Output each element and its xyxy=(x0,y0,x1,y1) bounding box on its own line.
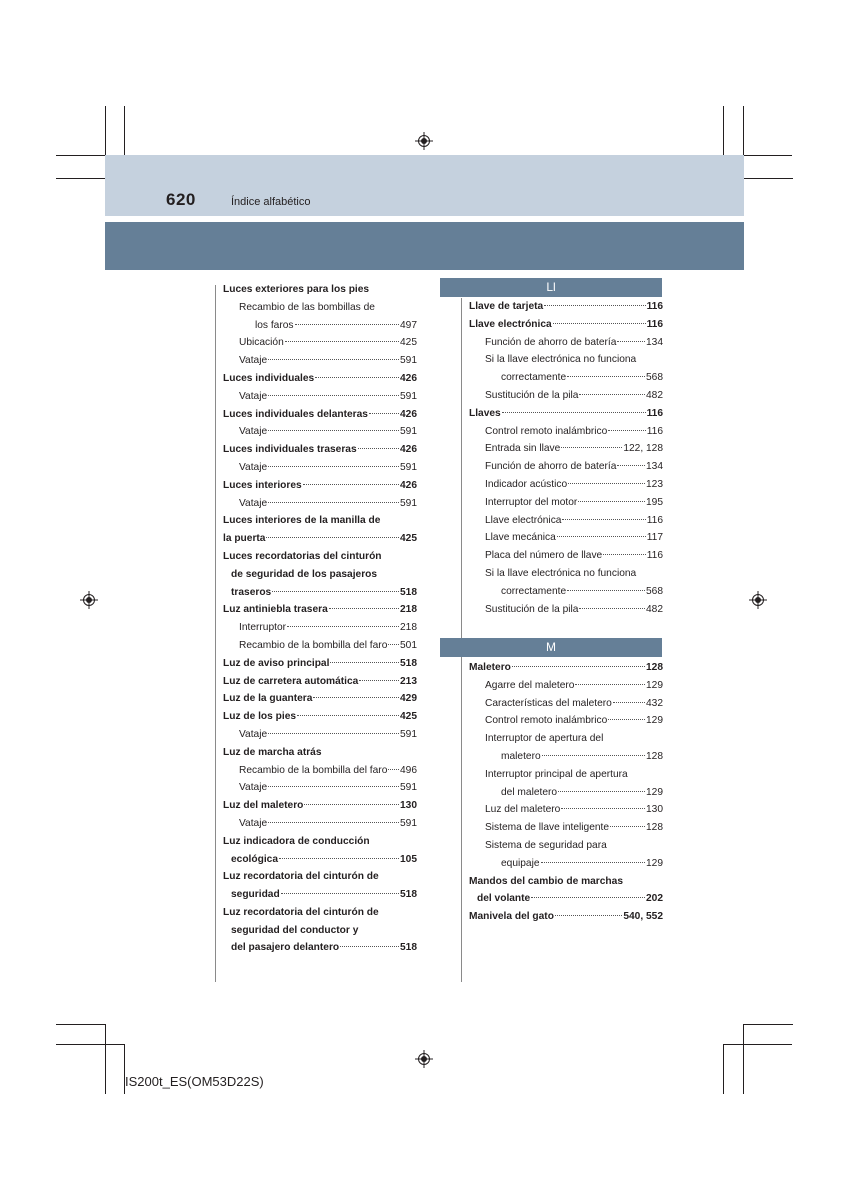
dot-leader xyxy=(617,341,645,342)
entry-page-number: 591 xyxy=(400,390,417,402)
entry-text: Si la llave electrónica no funciona xyxy=(485,567,637,579)
dot-leader xyxy=(297,715,399,716)
dot-leader xyxy=(608,430,645,431)
index-entry xyxy=(223,423,417,441)
entry-text: Luz antiniebla trasera xyxy=(223,604,328,616)
index-entry xyxy=(469,298,663,316)
dot-leader xyxy=(553,323,646,324)
entry-text: Control remoto inalámbrico xyxy=(485,715,608,727)
index-entry xyxy=(469,476,663,494)
entry-text: del volante xyxy=(477,893,531,905)
index-entry xyxy=(469,512,663,530)
index-entry xyxy=(223,851,417,869)
entry-page-number: 540, 552 xyxy=(623,911,663,923)
entry-page-number: 482 xyxy=(646,389,663,401)
entry-page-number: 591 xyxy=(400,355,417,367)
entry-text: Si la llave electrónica no funciona xyxy=(485,354,637,366)
dot-leader xyxy=(567,590,645,591)
index-entry xyxy=(223,637,417,655)
crop-mark xyxy=(723,1044,724,1094)
entry-page-number: 591 xyxy=(400,817,417,829)
entry-text: ecológica xyxy=(231,853,278,865)
entry-page-number: 518 xyxy=(400,586,417,598)
entry-text: Función de ahorro de batería xyxy=(485,336,617,348)
entry-text: del pasajero delantero xyxy=(231,942,340,954)
index-entry xyxy=(469,766,663,784)
index-entry xyxy=(223,922,417,940)
entry-text: Luz de los pies xyxy=(223,711,297,723)
entry-text: Vataje xyxy=(239,782,268,794)
column-divider xyxy=(215,285,216,982)
entry-text: la puerta xyxy=(223,533,266,545)
crop-mark xyxy=(723,106,724,156)
crop-mark xyxy=(56,1024,106,1025)
dot-leader xyxy=(268,502,399,503)
entry-page-number: 482 xyxy=(646,603,663,615)
entry-page-number: 123 xyxy=(646,478,663,490)
index-entry xyxy=(223,281,417,299)
entry-text: Luces interiores xyxy=(223,479,302,491)
index-entry xyxy=(223,495,417,513)
entry-text: Mandos del cambio de marchas xyxy=(469,875,623,887)
entry-text: Luz del maletero xyxy=(223,800,304,812)
index-entry xyxy=(223,530,417,548)
entry-page-number: 425 xyxy=(400,337,417,349)
dot-leader xyxy=(512,666,645,667)
entry-text: Llave mecánica xyxy=(485,532,556,544)
entry-text: Luz de aviso principal xyxy=(223,657,330,669)
index-entry xyxy=(223,673,417,691)
index-entry xyxy=(223,388,417,406)
index-entry xyxy=(223,762,417,780)
header-band xyxy=(105,155,744,216)
entry-text: Luz recordatoria del cinturón de xyxy=(223,906,379,918)
index-entry xyxy=(223,744,417,762)
entry-text: Luces recordatorias del cinturón xyxy=(223,550,382,562)
entry-text: maletero xyxy=(501,750,541,762)
dot-leader xyxy=(579,394,645,395)
left-index-column xyxy=(223,281,417,957)
dot-leader xyxy=(541,862,645,863)
entry-page-number: 116 xyxy=(646,425,663,437)
dot-leader xyxy=(579,608,645,609)
section-header-ll: Ll xyxy=(440,278,662,297)
entry-page-number: 213 xyxy=(400,675,417,687)
entry-page-number: 116 xyxy=(646,407,663,419)
entry-text: Luz recordatoria del cinturón de xyxy=(223,871,379,883)
dot-leader xyxy=(555,915,622,916)
entry-page-number: 134 xyxy=(646,461,663,473)
dot-leader xyxy=(578,501,645,502)
page-title: Índice alfabético xyxy=(231,196,311,208)
dot-leader xyxy=(304,804,399,805)
index-entry xyxy=(469,316,663,334)
entry-page-number: 425 xyxy=(400,533,417,545)
dot-leader xyxy=(266,537,399,538)
dot-leader xyxy=(303,484,399,485)
entry-text: Características del maletero xyxy=(485,697,612,709)
entry-page-number: 426 xyxy=(400,372,417,384)
entry-text: Vataje xyxy=(239,497,268,509)
index-entry xyxy=(469,695,663,713)
entry-page-number: 218 xyxy=(400,604,417,616)
entry-text: correctamente xyxy=(501,372,567,384)
index-entry xyxy=(223,797,417,815)
index-entry xyxy=(469,677,663,695)
entry-text: Interruptor del motor xyxy=(485,496,578,508)
entry-text: Vataje xyxy=(239,426,268,438)
index-entry xyxy=(469,855,663,873)
index-entry xyxy=(469,784,663,802)
index-entry xyxy=(223,868,417,886)
entry-text: Vataje xyxy=(239,355,268,367)
index-entry xyxy=(469,458,663,476)
entry-text: Llaves xyxy=(469,407,501,419)
index-entry xyxy=(469,369,663,387)
document-code: IS200t_ES(OM53D22S) xyxy=(125,1074,264,1089)
entry-page-number: 116 xyxy=(646,301,663,312)
entry-text: Indicador acústico xyxy=(485,478,568,490)
index-entry xyxy=(223,601,417,619)
entry-page-number: 432 xyxy=(646,697,663,709)
dot-leader xyxy=(329,608,399,609)
entry-text: Interruptor principal de apertura xyxy=(485,768,628,780)
entry-text: Sustitución de la pila xyxy=(485,389,579,401)
dot-leader xyxy=(279,858,399,859)
dot-leader xyxy=(557,536,646,537)
entry-page-number: 501 xyxy=(400,639,417,651)
entry-page-number: 128 xyxy=(646,662,663,673)
index-entry xyxy=(223,317,417,335)
index-entry xyxy=(469,890,663,908)
entry-page-number: 591 xyxy=(400,782,417,794)
registration-mark-icon xyxy=(415,1050,433,1068)
dot-leader xyxy=(268,733,399,734)
index-entry xyxy=(223,939,417,957)
entry-page-number: 497 xyxy=(400,319,417,331)
entry-text: del maletero xyxy=(501,786,558,798)
dot-leader xyxy=(268,395,399,396)
index-entry xyxy=(223,886,417,904)
index-entry xyxy=(223,655,417,673)
registration-mark-icon xyxy=(80,591,98,609)
entry-page-number: 591 xyxy=(400,426,417,438)
dot-leader xyxy=(268,786,399,787)
entry-text: Luz indicadora de conducción xyxy=(223,835,370,847)
entry-text: Control remoto inalámbrico xyxy=(485,425,608,437)
entry-page-number: 426 xyxy=(400,444,417,456)
entry-text: Luces exteriores para los pies xyxy=(223,284,370,295)
entry-page-number: 105 xyxy=(400,853,417,865)
crop-mark xyxy=(723,1044,792,1045)
dot-leader xyxy=(359,680,399,681)
ll-index-column xyxy=(469,298,663,618)
dot-leader xyxy=(603,554,646,555)
dot-leader xyxy=(558,791,645,792)
entry-text: Vataje xyxy=(239,817,268,829)
index-entry xyxy=(223,370,417,388)
crop-mark xyxy=(56,178,106,179)
entry-page-number: 426 xyxy=(400,408,417,420)
dot-leader xyxy=(287,626,399,627)
index-entry xyxy=(223,441,417,459)
index-entry xyxy=(223,548,417,566)
entry-page-number: 568 xyxy=(646,372,663,384)
index-entry xyxy=(469,440,663,458)
entry-text: Entrada sin llave xyxy=(485,443,561,455)
entry-text: Función de ahorro de batería xyxy=(485,461,617,473)
dot-leader xyxy=(610,826,645,827)
entry-text: seguridad xyxy=(231,889,280,901)
entry-text: correctamente xyxy=(501,585,567,597)
entry-page-number: 591 xyxy=(400,461,417,473)
entry-text: de seguridad de los pasajeros xyxy=(231,568,378,580)
index-entry xyxy=(223,334,417,352)
entry-page-number: 116 xyxy=(646,550,663,562)
entry-text: Luces interiores de la manilla de xyxy=(223,515,381,527)
index-entry xyxy=(469,547,663,565)
index-entry xyxy=(469,801,663,819)
entry-text: Recambio de la bombilla del faro xyxy=(239,639,388,651)
index-entry xyxy=(469,873,663,891)
dot-leader xyxy=(531,897,645,898)
dot-leader xyxy=(568,483,645,484)
dot-leader xyxy=(542,755,645,756)
page-number: 620 xyxy=(166,190,196,209)
dot-leader xyxy=(561,808,645,809)
index-entry xyxy=(223,566,417,584)
entry-text: Interruptor xyxy=(239,622,286,634)
dot-leader xyxy=(369,413,399,414)
entry-text: los faros xyxy=(255,319,294,331)
entry-text: Agarre del maletero xyxy=(485,679,575,691)
entry-page-number: 591 xyxy=(400,497,417,509)
dot-leader xyxy=(295,324,399,325)
entry-text: Sistema de seguridad para xyxy=(485,839,607,851)
entry-page-number: 429 xyxy=(400,693,417,705)
header-bar xyxy=(105,222,744,270)
entry-text: Vataje xyxy=(239,390,268,402)
index-entry xyxy=(223,708,417,726)
entry-text: traseros xyxy=(231,586,272,598)
index-entry xyxy=(223,459,417,477)
registration-mark-icon xyxy=(415,132,433,150)
dot-leader xyxy=(285,341,399,342)
registration-mark-icon xyxy=(749,591,767,609)
index-entry xyxy=(223,299,417,317)
entry-text: Llave de tarjeta xyxy=(469,301,544,312)
entry-page-number: 425 xyxy=(400,711,417,723)
entry-page-number: 129 xyxy=(646,715,663,727)
dot-leader xyxy=(567,376,645,377)
dot-leader xyxy=(268,822,399,823)
entry-page-number: 129 xyxy=(646,857,663,869)
entry-text: Maletero xyxy=(469,662,511,673)
dot-leader xyxy=(613,702,645,703)
entry-text: Luces individuales traseras xyxy=(223,444,357,456)
dot-leader xyxy=(268,466,399,467)
entry-page-number: 130 xyxy=(646,804,663,816)
dot-leader xyxy=(617,465,645,466)
entry-page-number: 116 xyxy=(646,318,663,330)
index-entry xyxy=(469,837,663,855)
entry-text: equipaje xyxy=(501,857,540,869)
entry-page-number: 518 xyxy=(400,657,417,669)
index-entry xyxy=(223,904,417,922)
dot-leader xyxy=(281,893,399,894)
entry-text: Vataje xyxy=(239,728,268,740)
entry-text: Manivela del gato xyxy=(469,911,554,923)
index-entry xyxy=(223,815,417,833)
entry-page-number: 568 xyxy=(646,585,663,597)
index-entry xyxy=(223,584,417,602)
dot-leader xyxy=(272,591,399,592)
entry-text: Vataje xyxy=(239,461,268,473)
entry-text: Luz de carretera automática xyxy=(223,675,359,687)
entry-page-number: 129 xyxy=(646,679,663,691)
entry-page-number: 129 xyxy=(646,786,663,798)
entry-text: Luz de marcha atrás xyxy=(223,746,322,758)
entry-page-number: 134 xyxy=(646,336,663,348)
dot-leader xyxy=(561,447,622,448)
index-entry xyxy=(469,748,663,766)
index-entry xyxy=(223,833,417,851)
crop-mark xyxy=(56,1044,125,1045)
index-entry xyxy=(469,387,663,405)
dot-leader xyxy=(388,769,399,770)
entry-text: Sustitución de la pila xyxy=(485,603,579,615)
dot-leader xyxy=(340,946,399,947)
index-entry xyxy=(469,334,663,352)
dot-leader xyxy=(330,662,399,663)
index-entry xyxy=(223,406,417,424)
entry-text: Llave electrónica xyxy=(469,318,552,330)
index-entry xyxy=(469,908,663,926)
index-entry xyxy=(223,690,417,708)
entry-text: Placa del número de llave xyxy=(485,550,603,562)
entry-text: Recambio de la bombilla del faro xyxy=(239,764,388,776)
index-entry xyxy=(469,730,663,748)
dot-leader xyxy=(268,359,399,360)
entry-page-number: 202 xyxy=(646,893,663,905)
entry-page-number: 116 xyxy=(646,514,663,526)
index-entry xyxy=(223,779,417,797)
index-entry xyxy=(223,619,417,637)
dot-leader xyxy=(608,719,645,720)
dot-leader xyxy=(388,644,399,645)
index-entry xyxy=(469,659,663,677)
entry-page-number: 426 xyxy=(400,479,417,491)
dot-leader xyxy=(502,412,646,413)
dot-leader xyxy=(358,448,399,449)
index-entry xyxy=(469,529,663,547)
section-header-m: M xyxy=(440,638,662,657)
index-entry xyxy=(469,405,663,423)
entry-page-number: 591 xyxy=(400,728,417,740)
entry-page-number: 218 xyxy=(400,622,417,634)
entry-page-number: 195 xyxy=(646,496,663,508)
entry-text: Luces individuales xyxy=(223,372,315,384)
entry-page-number: 130 xyxy=(400,800,417,812)
index-entry xyxy=(223,512,417,530)
entry-page-number: 117 xyxy=(646,532,663,544)
index-entry xyxy=(469,351,663,369)
entry-page-number: 128 xyxy=(646,750,663,762)
dot-leader xyxy=(313,697,399,698)
dot-leader xyxy=(562,519,645,520)
entry-text: Ubicación xyxy=(239,337,284,349)
index-entry xyxy=(469,712,663,730)
index-entry xyxy=(223,352,417,370)
entry-text: Recambio de las bombillas de xyxy=(239,301,375,313)
entry-text: Llave electrónica xyxy=(485,514,562,526)
crop-mark xyxy=(743,1024,793,1025)
index-entry xyxy=(469,423,663,441)
m-index-column xyxy=(469,659,663,926)
entry-text: Luces individuales delanteras xyxy=(223,408,368,420)
entry-text: seguridad del conductor y xyxy=(231,924,359,936)
crop-mark xyxy=(124,106,125,156)
entry-page-number: 122, 128 xyxy=(623,443,663,455)
dot-leader xyxy=(575,684,645,685)
index-entry xyxy=(469,819,663,837)
dot-leader xyxy=(268,430,399,431)
entry-page-number: 128 xyxy=(646,822,663,834)
index-entry xyxy=(469,494,663,512)
dot-leader xyxy=(315,377,399,378)
index-entry xyxy=(223,477,417,495)
index-entry xyxy=(469,601,663,619)
index-entry xyxy=(469,583,663,601)
crop-mark xyxy=(743,178,793,179)
entry-text: Luz de la guantera xyxy=(223,693,313,705)
dot-leader xyxy=(544,305,645,306)
crop-mark xyxy=(105,1024,106,1094)
entry-text: Interruptor de apertura del xyxy=(485,733,604,745)
index-entry xyxy=(469,565,663,583)
entry-text: Sistema de llave inteligente xyxy=(485,822,610,834)
entry-text: Luz del maletero xyxy=(485,804,561,816)
entry-page-number: 518 xyxy=(400,889,417,901)
index-entry xyxy=(223,726,417,744)
entry-page-number: 496 xyxy=(400,764,417,776)
entry-page-number: 518 xyxy=(400,942,417,954)
crop-mark xyxy=(743,1024,744,1094)
